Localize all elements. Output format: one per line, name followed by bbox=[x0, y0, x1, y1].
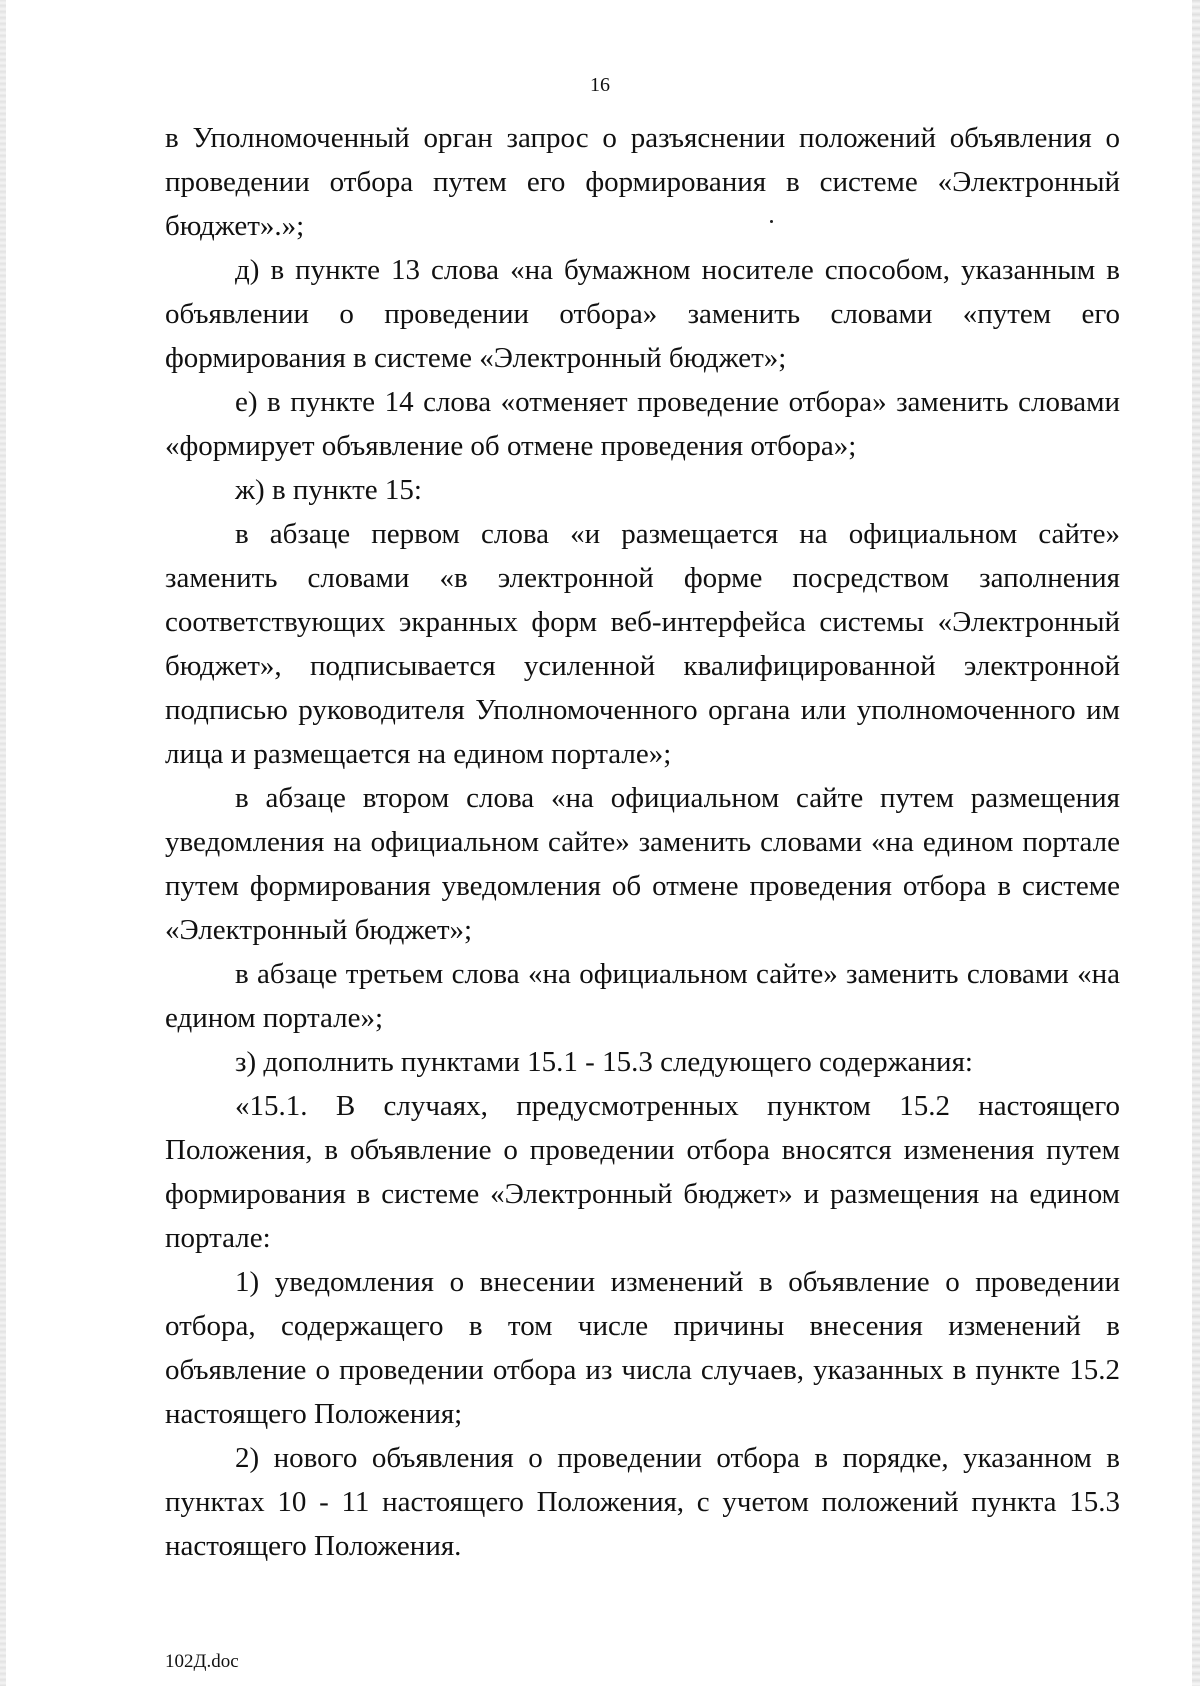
scan-edge-right bbox=[1192, 0, 1200, 1686]
scan-speck bbox=[770, 220, 773, 223]
paragraph-10: 1) уведомления о внесении изменений в объявление о проведении отбора, содержащего в том числе причины внесения изменений в объявление о проведении отбора из числа случаев, указанных в пункте 15.2 настоящего Положения; bbox=[165, 1266, 1120, 1430]
paragraph-3: е) в пункте 14 слова «отменяет проведение отбора» заменить словами «формирует объявление об отмене проведения отбора»; bbox=[165, 386, 1120, 462]
paragraph-4: ж) в пункте 15: bbox=[235, 474, 422, 506]
paragraph-8: з) дополнить пунктами 15.1 - 15.3 следующего содержания: bbox=[235, 1046, 973, 1078]
paragraph-6: в абзаце втором слова «на официальном сайте путем размещения уведомления на официальном сайте» заменить словами «на едином портале путем формирования уведомления об отмене проведения отбора в системе «Электронный бюджет»; bbox=[165, 782, 1120, 946]
paragraph-9: «15.1. В случаях, предусмотренных пунктом 15.2 настоящего Положения, в объявление о проведении отбора вносятся изменения путем формирования в системе «Электронный бюджет» и размещения на едином портале: bbox=[165, 1090, 1120, 1254]
paragraph-11: 2) нового объявления о проведении отбора в порядке, указанном в пунктах 10 - 11 настоящего Положения, с учетом положений пункта 15.3 настоящего Положения. bbox=[165, 1442, 1120, 1562]
paragraph-5: в абзаце первом слова «и размещается на официальном сайте» заменить словами «в электронной форме посредством заполнения соответствующих экранных форм веб-интерфейса системы «Электронный бюджет», подписывается усиленной квалифицированной электронной подписью руководителя Уполномоченного органа или уполномоченного им лица и размещается на едином портале»; bbox=[165, 518, 1120, 770]
page-number: 16 bbox=[590, 74, 610, 96]
footer-file-name: 102Д.doc bbox=[165, 1651, 239, 1672]
document-body bbox=[165, 116, 1120, 1568]
paragraph-1: в Уполномоченный орган запрос о разъяснении положений объявления о проведении отбора путем его формирования в системе «Электронный бюджет».»; bbox=[165, 122, 1120, 242]
paragraph-7: в абзаце третьем слова «на официальном сайте» заменить словами «на едином портале»; bbox=[165, 958, 1120, 1034]
scan-edge-left bbox=[0, 0, 6, 1686]
paragraph-2: д) в пункте 13 слова «на бумажном носителе способом, указанным в объявлении о проведении отбора» заменить словами «путем его формирования в системе «Электронный бюджет»; bbox=[165, 254, 1120, 374]
